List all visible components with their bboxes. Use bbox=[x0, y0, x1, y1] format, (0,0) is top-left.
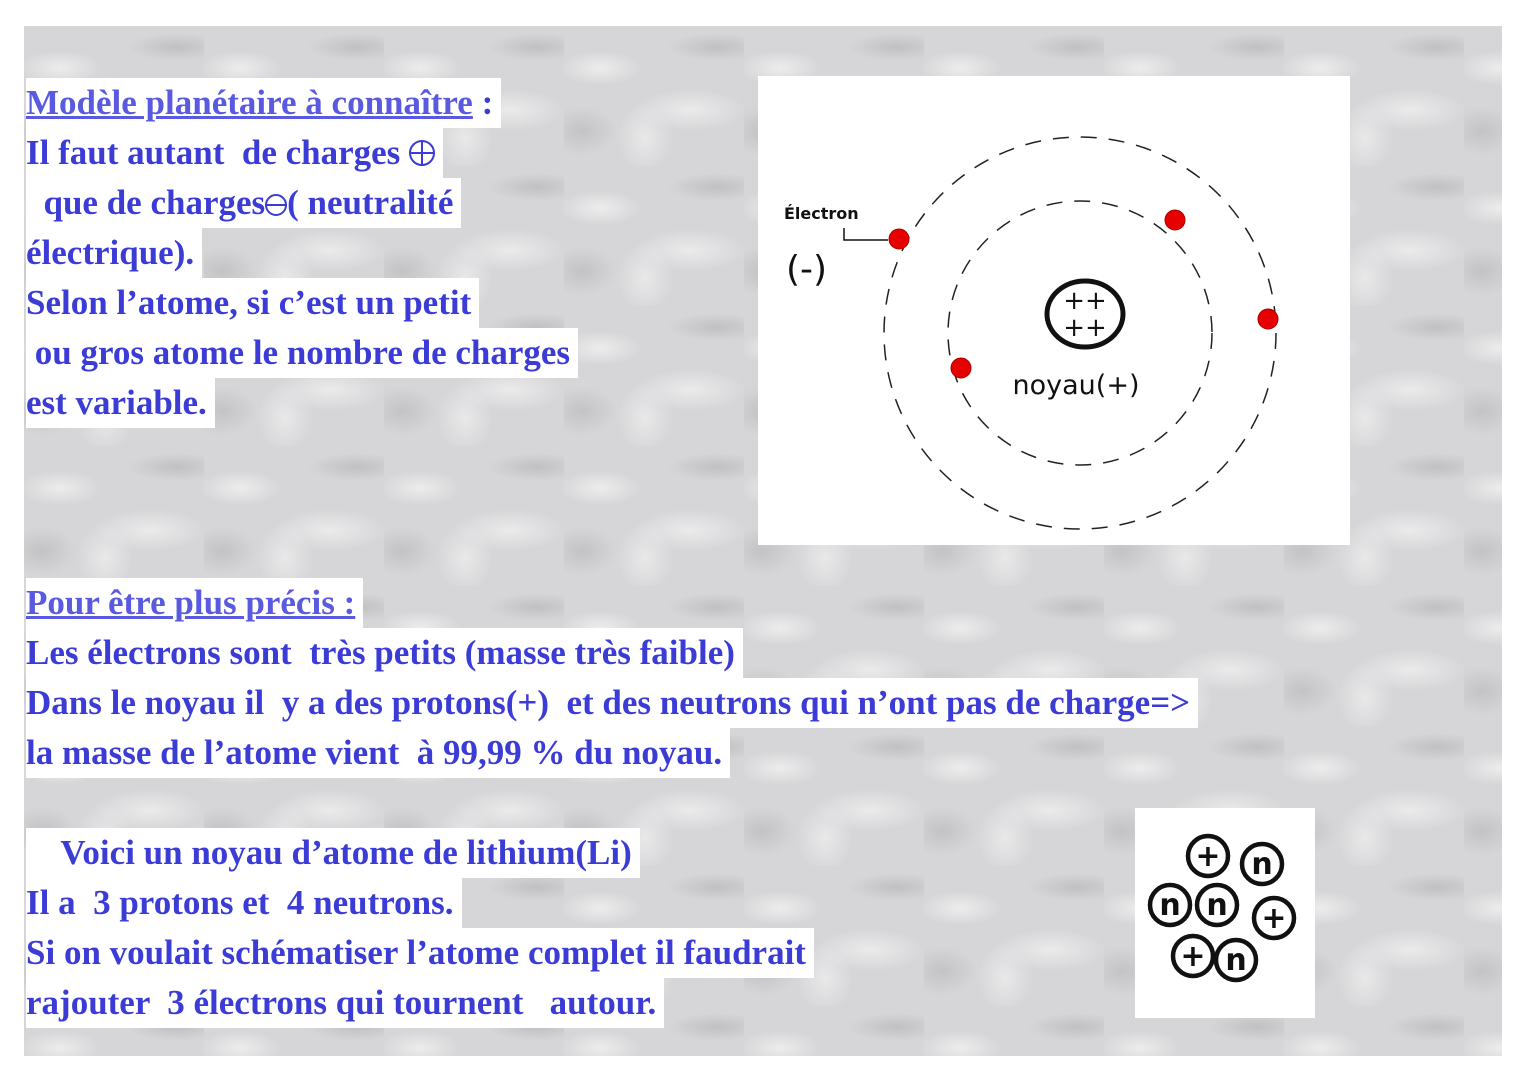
section2-heading: Pour être plus précis : bbox=[26, 583, 356, 622]
electron-label: Électron bbox=[784, 204, 859, 223]
neutron-3-label: n bbox=[1206, 888, 1228, 923]
positive-charge-icon bbox=[409, 140, 435, 166]
electron-pointer-line bbox=[844, 228, 888, 240]
planetary-atom-diagram bbox=[758, 76, 1350, 545]
section1-line2: que de charges ( neutralité bbox=[26, 178, 461, 228]
section1-line5: ou gros atome le nombre de charges bbox=[26, 328, 578, 378]
negative-charge-icon bbox=[265, 194, 287, 216]
section2-line1: Les électrons sont très petits (masse très faible) bbox=[26, 628, 743, 678]
section1-heading: Modèle planétaire à connaître bbox=[26, 83, 473, 122]
proton-3-label: + bbox=[1180, 939, 1206, 974]
lithium-nucleus-diagram bbox=[1135, 808, 1315, 1018]
proton-1-label: + bbox=[1195, 839, 1221, 874]
section3-line1: Voici un noyau d’atome de lithium(Li) bbox=[26, 828, 640, 878]
electron-inner-top bbox=[1165, 210, 1185, 230]
section2-line2: Dans le noyau il y a des protons(+) et des neutrons qui n’ont pas de charge=> bbox=[26, 678, 1198, 728]
section2-line3: la masse de l’atome vient à 99,99 % du noyau. bbox=[26, 728, 730, 778]
lithium-nucleus-svg bbox=[1135, 808, 1315, 1018]
neutron-2-label: n bbox=[1159, 888, 1181, 923]
electron-inner-bottom bbox=[951, 358, 971, 378]
section1-line1: Il faut autant de charges bbox=[26, 128, 443, 178]
nucleus-charges-top: ++ bbox=[1063, 286, 1107, 316]
section1-heading-line: Modèle planétaire à connaître : bbox=[26, 78, 501, 128]
electron-outer-left bbox=[889, 229, 909, 249]
section3-line3: Si on voulait schématiser l’atome complet il faudrait bbox=[26, 928, 814, 978]
section1-line6: est variable. bbox=[26, 378, 215, 428]
proton-2-label: + bbox=[1261, 901, 1287, 936]
electron-outer-right bbox=[1258, 309, 1278, 329]
nucleus-label: noyau(+) bbox=[1012, 370, 1140, 401]
nucleus-charges-bottom: ++ bbox=[1063, 313, 1107, 343]
neutron-4-label: n bbox=[1225, 943, 1247, 978]
section-more-precise bbox=[26, 578, 1198, 778]
section-planetary-model bbox=[26, 78, 578, 428]
electron-charge-label: (-) bbox=[786, 249, 828, 290]
section-lithium bbox=[26, 828, 814, 1028]
atom-diagram-svg bbox=[758, 76, 1350, 545]
section3-line2: Il a 3 protons et 4 neutrons. bbox=[26, 878, 462, 928]
neutron-1-label: n bbox=[1251, 847, 1273, 882]
section2-heading-line bbox=[26, 578, 363, 628]
section3-line4: rajouter 3 électrons qui tournent autour. bbox=[26, 978, 664, 1028]
section1-line3: électrique). bbox=[26, 228, 202, 278]
section1-line4: Selon l’atome, si c’est un petit bbox=[26, 278, 479, 328]
